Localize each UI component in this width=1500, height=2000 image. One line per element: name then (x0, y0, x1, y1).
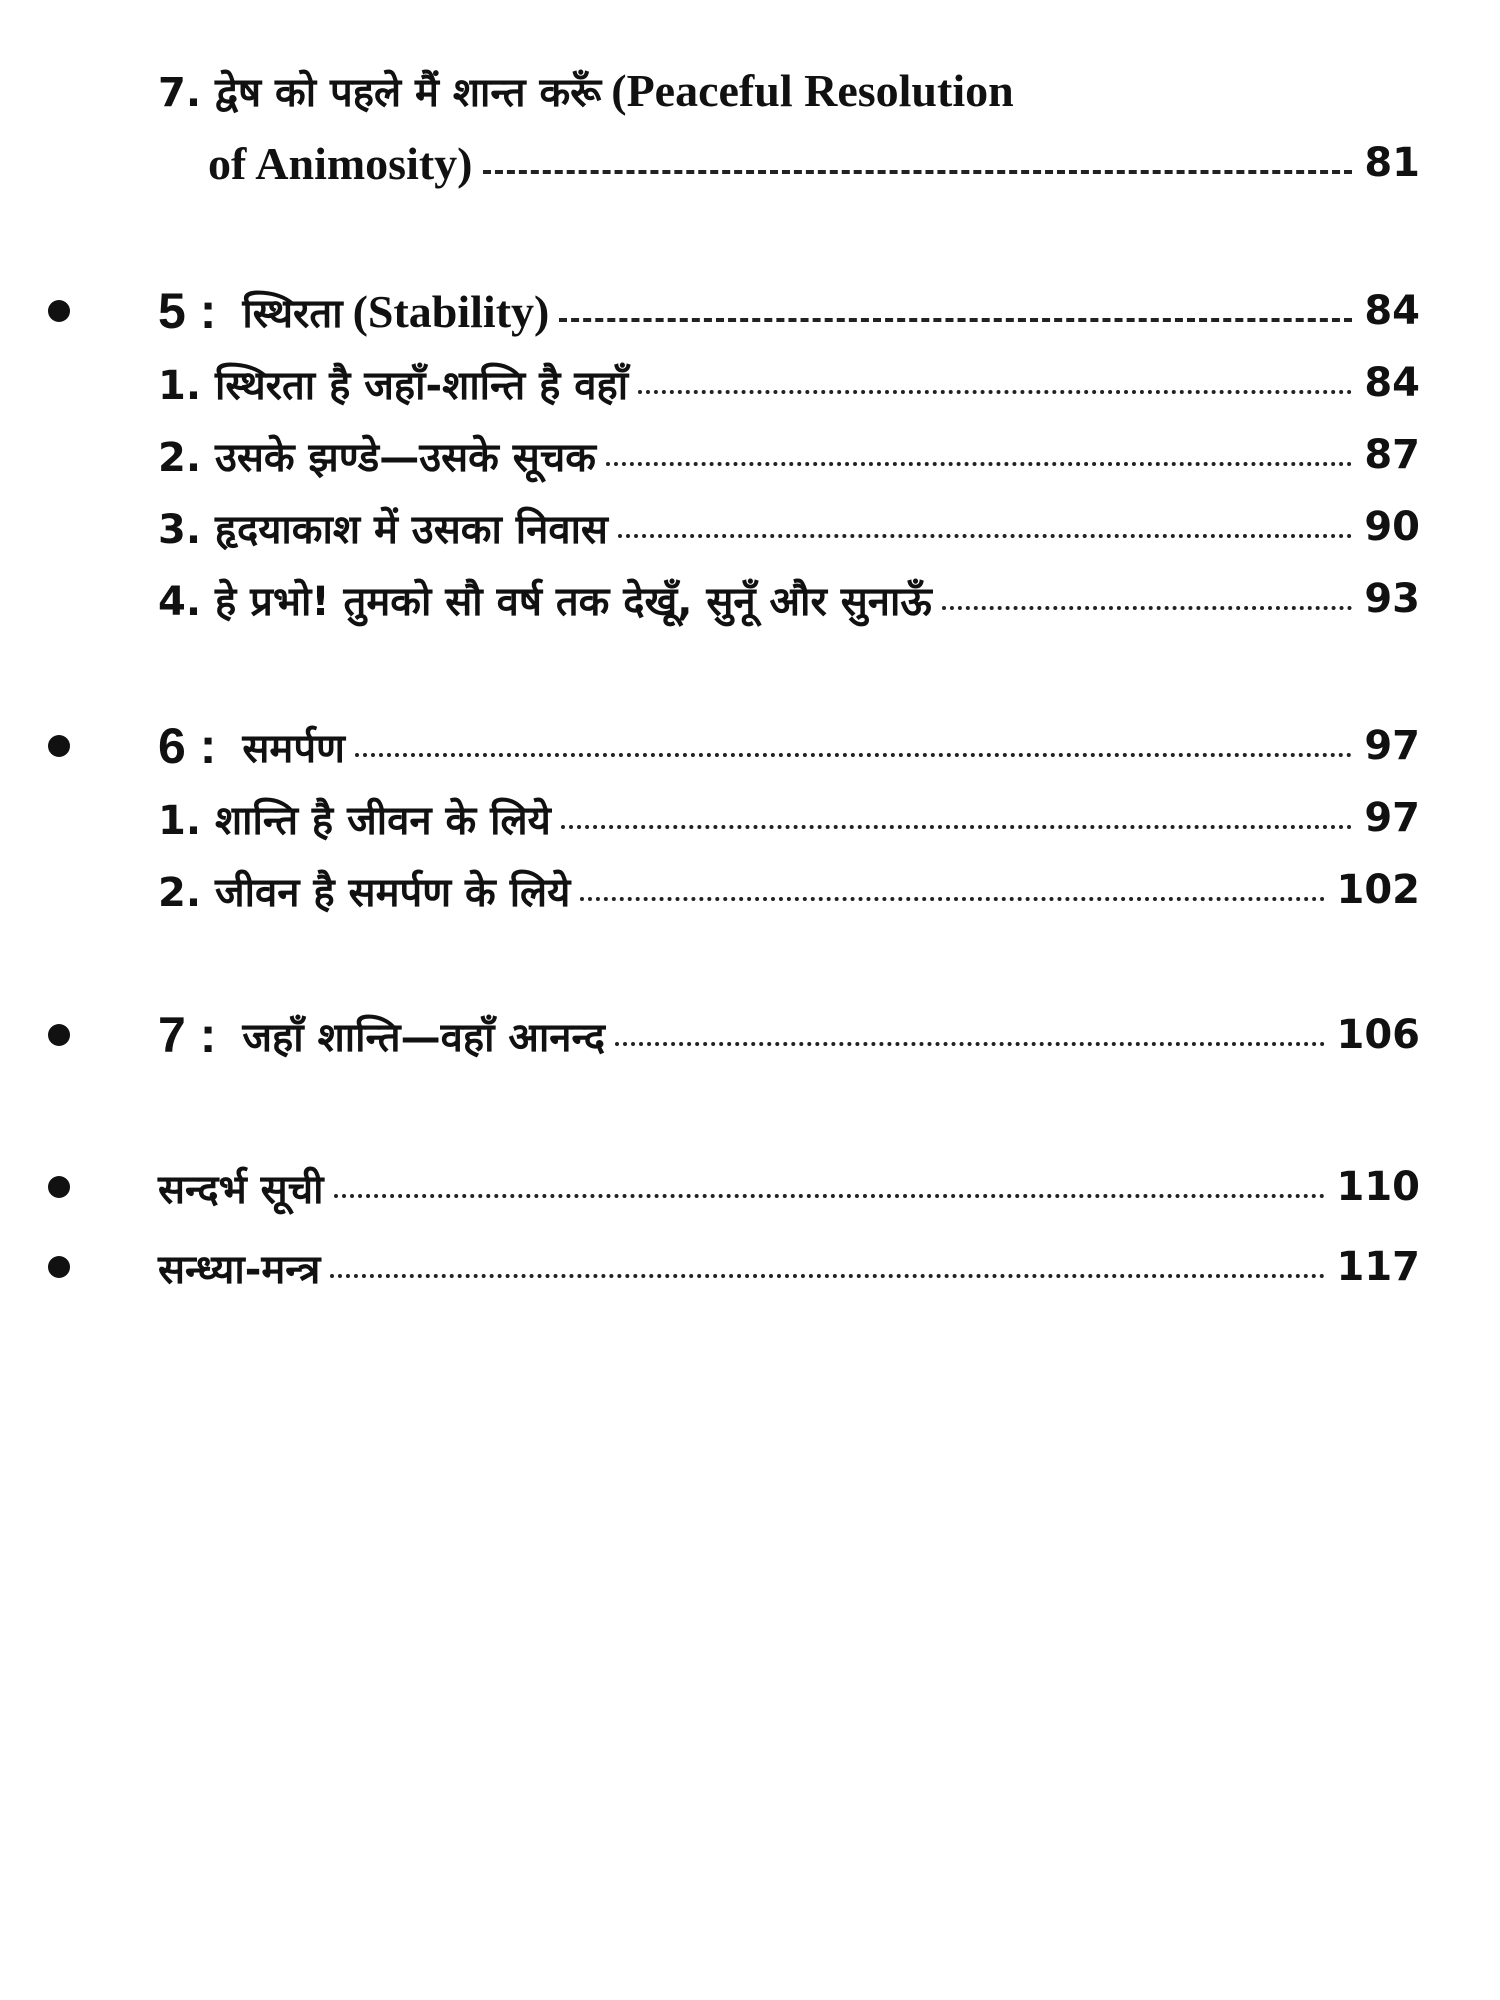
toc-chapter-7[interactable] (158, 1000, 1420, 1070)
toc-entry-5-3[interactable] (158, 492, 1420, 562)
toc-chapter-6[interactable] (158, 711, 1420, 781)
toc-entry-peaceful-resolution[interactable] (158, 55, 1014, 125)
leader-dots (580, 897, 1324, 901)
page-number: 97 (1364, 723, 1420, 769)
toc-entry-label-english: (Peaceful Resolution (611, 64, 1014, 116)
toc-entry-label: सन्दर्भ सूची (158, 1166, 324, 1213)
toc-entry-5-2[interactable] (158, 420, 1420, 490)
leader-dots (638, 390, 1352, 394)
chapter-title: स्थिरता (242, 290, 343, 337)
toc-entry-label: 1. स्थिरता है जहाँ-शान्ति है वहाँ (158, 362, 629, 409)
chapter-number: 6 : (158, 718, 217, 774)
toc-entry-6-2[interactable] (158, 855, 1420, 925)
toc-chapter-5[interactable] (158, 276, 1420, 346)
toc-entry-5-4[interactable] (158, 564, 1420, 634)
page-number: 84 (1364, 288, 1420, 334)
toc-entry-label: 2. जीवन है समर्पण के लिये (158, 869, 571, 916)
toc-entry-label-continued: of Animosity) (208, 137, 473, 189)
bullet-icon (48, 1256, 70, 1278)
toc-entry-sandhya-mantra[interactable] (158, 1232, 1420, 1302)
toc-entry-label: सन्ध्या-मन्त्र (158, 1246, 321, 1293)
leader-dots (330, 1274, 1324, 1278)
page-number: 81 (1364, 140, 1420, 186)
toc-entry-peaceful-resolution-cont[interactable] (208, 128, 1420, 198)
toc-entry-label: 7. द्वेष को पहले मैं शान्त करूँ (158, 69, 602, 116)
page-number: 93 (1364, 576, 1420, 622)
page-number: 87 (1364, 432, 1420, 478)
chapter-number: 5 : (158, 283, 217, 339)
toc-entry-label: 2. उसके झण्डे—उसके सूचक (158, 434, 596, 481)
page-number: 110 (1336, 1164, 1420, 1210)
page-number: 90 (1364, 504, 1420, 550)
toc-entry-5-1[interactable] (158, 348, 1420, 418)
leader-dots (561, 825, 1353, 829)
bullet-icon (48, 1176, 70, 1198)
leader-dots (606, 462, 1352, 466)
bullet-icon (48, 1024, 70, 1046)
page-number: 84 (1364, 360, 1420, 406)
toc-entry-label: 1. शान्ति है जीवन के लिये (158, 797, 551, 844)
page-number: 97 (1364, 795, 1420, 841)
leader-dots (355, 753, 1352, 757)
toc-entry-label: 3. हृदयाकाश में उसका निवास (158, 506, 608, 553)
leader-dots (334, 1194, 1325, 1198)
leader-dots (618, 534, 1352, 538)
chapter-number: 7 : (158, 1007, 217, 1063)
bullet-icon (48, 300, 70, 322)
chapter-title-english: (Stability) (352, 285, 550, 337)
page-number: 102 (1336, 867, 1420, 913)
toc-entry-references[interactable] (158, 1152, 1420, 1222)
toc-entry-label: 4. हे प्रभो! तुमको सौ वर्ष तक देखूँ, सुनूँ और सुनाऊँ (158, 578, 932, 625)
chapter-title: जहाँ शान्ति—वहाँ आनन्द (242, 1014, 606, 1061)
leader-dashes (559, 318, 1352, 322)
bullet-icon (48, 735, 70, 757)
page-number: 106 (1336, 1012, 1420, 1058)
leader-dashes (483, 170, 1353, 174)
toc-entry-6-1[interactable] (158, 783, 1420, 853)
page-number: 117 (1336, 1244, 1420, 1290)
leader-dots (615, 1042, 1324, 1046)
chapter-title: समर्पण (242, 725, 345, 772)
leader-dots (942, 606, 1353, 610)
